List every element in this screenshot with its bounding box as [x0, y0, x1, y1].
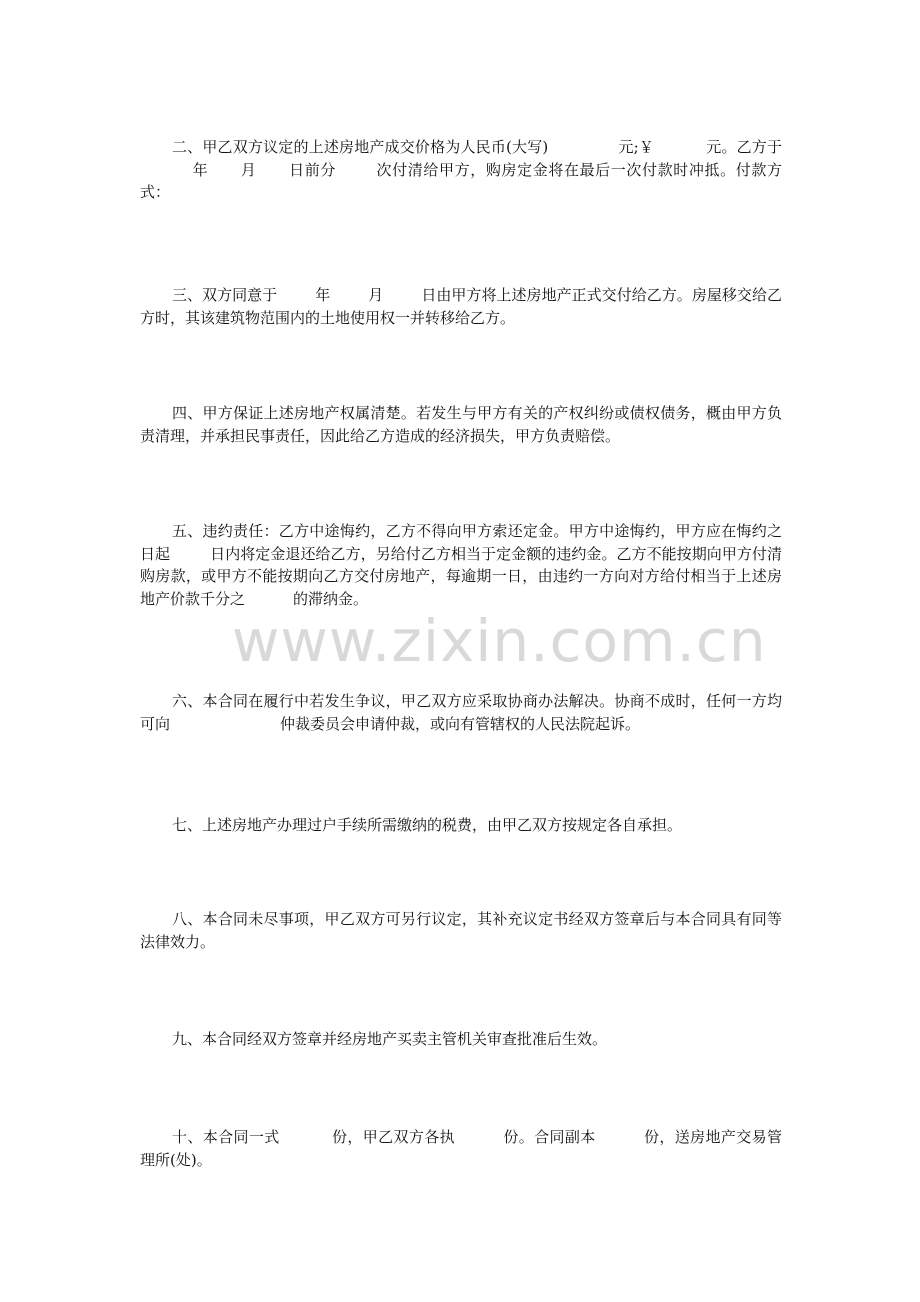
clause-3-text-1: 三、双方同意于 [172, 286, 278, 304]
clause-2-text-3: 元。乙方于 [706, 138, 782, 156]
clause-3-text-2: 年 [315, 286, 331, 304]
clause-5-text-3: 的滞纳金。 [293, 589, 369, 608]
clause-2-text-5: 月 [240, 160, 257, 179]
clause-10-text-1: 十、本合同一式 [172, 1128, 280, 1146]
clause-4-title-guarantee [140, 402, 782, 447]
clause-2-text-4: 年 [192, 160, 209, 179]
clause-10-text-2: 份，甲乙双方各执 [331, 1128, 455, 1146]
clause-5-text-2: 日内将定金退还给乙方，另给付乙方相当于定金额的违约金。乙方不能按期向甲方付清购房款，或甲方不能按期向乙方交付房地产，每逾期一日，由违约一方向对方给付相当于上述房地产价款千分之 [140, 544, 782, 608]
clause-8-text-1: 八、本合同未尽事项，甲乙双方可另行议定，其补充议定书经双方签章后与本合同具有同等法律效力。 [140, 910, 782, 951]
clause-3-text-3: 月 [368, 286, 384, 304]
clause-3-text-4: 日由甲方将上述房地产正式交付给乙方。房屋移交给乙方时，其该建筑物范围内的土地使用权一并转移给乙方。 [140, 286, 782, 327]
clause-10-copies [140, 1126, 782, 1171]
clause-9-effectiveness [140, 1028, 782, 1051]
clause-7-text-1: 七、上述房地产办理过户手续所需缴纳的税费，由甲乙双方按规定各自承担。 [172, 816, 683, 834]
clause-7-taxes [140, 814, 782, 837]
clause-2-price-payment [140, 136, 782, 204]
clause-5-text-1: 五、违约责任：乙方中途悔约，乙方不得向甲方索还定金。甲方中途悔约，甲方应在悔约之日起 [140, 522, 782, 563]
clause-2-text-6: 日前分 [288, 160, 336, 179]
clause-9-text-1: 九、本合同经双方签章并经房地产买卖主管机关审查批准后生效。 [172, 1030, 608, 1048]
clause-2-text-1: 二、甲乙双方议定的上述房地产成交价格为人民币(大写) [172, 138, 549, 156]
clause-5-breach-liability [140, 520, 782, 610]
clause-6-text-1: 六、本合同在履行中若发生争议，甲乙双方应采取协商办法解决。协商不成时，任何一方均可向 [140, 692, 782, 733]
clause-2-text-7: 次付清给甲方，购房定金将在最后一次付款时冲抵。付款方式： [140, 160, 782, 201]
clause-8-supplement [140, 908, 782, 953]
clause-2-text-2: 元;￥ [618, 138, 655, 156]
clause-6-text-2: 仲裁委员会申请仲裁，或向有管辖权的人民法院起诉。 [280, 714, 641, 733]
clause-10-text-3: 份。合同副本 [502, 1128, 596, 1146]
clause-10-text-4: 份，送房地产交易管理所(处)。 [140, 1128, 782, 1169]
clause-6-dispute [140, 690, 782, 735]
clause-3-delivery [140, 284, 782, 329]
clause-4-text-1: 四、甲方保证上述房地产权属清楚。若发生与甲方有关的产权纠纷或债权债务，概由甲方负责清理，并承担民事责任，因此给乙方造成的经济损失，甲方负责赔偿。 [140, 404, 782, 445]
site-watermark: www.zixin.com.cn [232, 607, 767, 675]
